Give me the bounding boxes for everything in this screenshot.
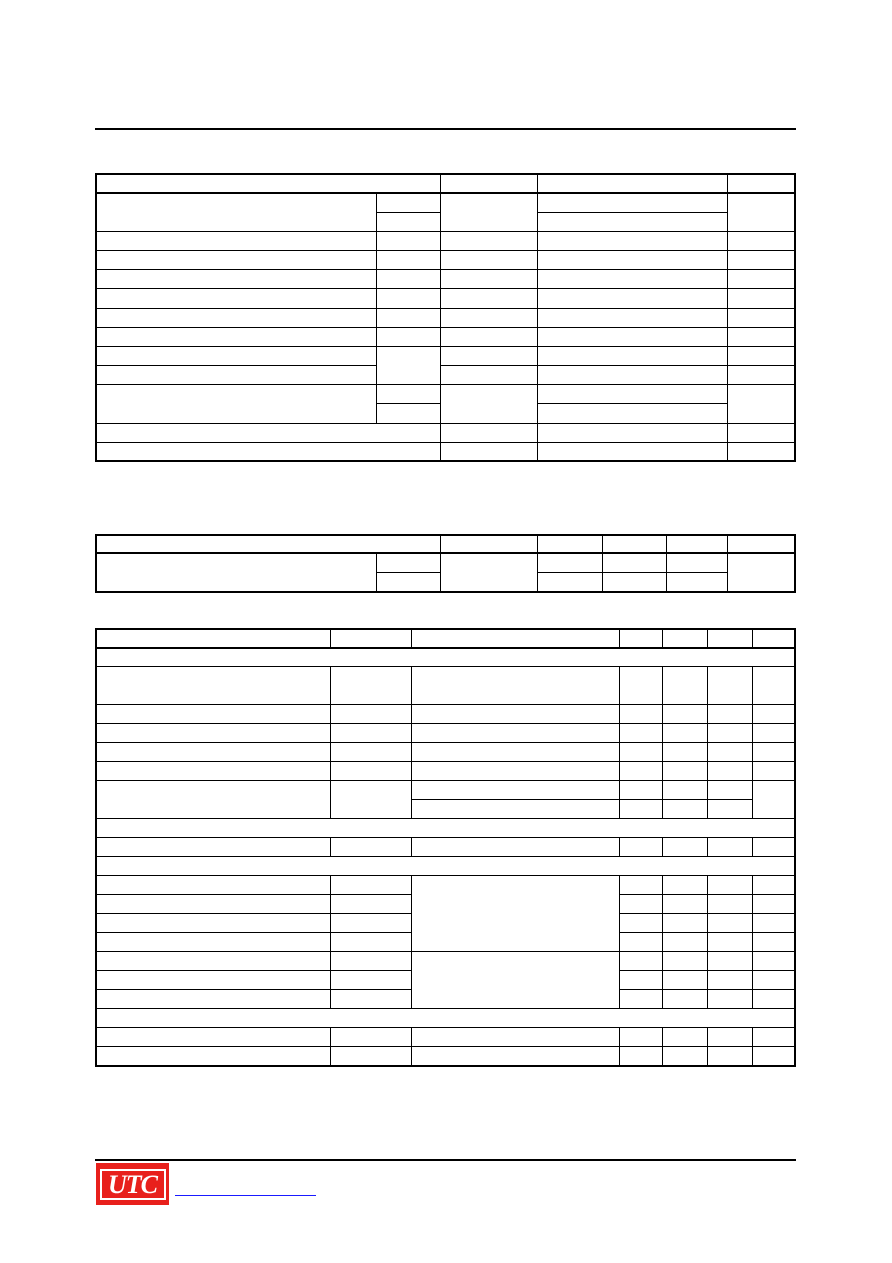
table-2-header-separator (95, 552, 796, 554)
table-1-sub-row-line (537, 212, 727, 213)
table-1-row-line (95, 231, 796, 232)
table-3-col-line (330, 837, 331, 856)
table-2-col-line (440, 534, 441, 593)
table-1-col-line (537, 173, 538, 462)
table-1-col-line (440, 173, 441, 462)
table-1-row-line (95, 423, 796, 424)
table-3-row-line (95, 818, 796, 819)
table-2-col-line (602, 534, 603, 593)
table-3-col-line (752, 742, 753, 818)
table-2-left-border (95, 534, 97, 593)
table-3-row-line (95, 856, 796, 857)
table-3-col-line (707, 742, 708, 818)
table-2-col-line (727, 534, 728, 593)
table-2-col-line (376, 552, 377, 593)
footer-rule (95, 1159, 796, 1161)
table-3-col-line (411, 742, 412, 818)
table-3-section-line (95, 666, 796, 667)
table-3-col-line (411, 1027, 412, 1066)
table-3-col-line (411, 875, 412, 1008)
table-3-col-line (707, 666, 708, 742)
table-1-sub-row-line (376, 403, 440, 404)
table-3-sub-row-line (411, 799, 752, 800)
table-3-sub-row-line (95, 932, 411, 933)
table-3-col-line (330, 628, 331, 647)
table-1-header-separator (95, 192, 796, 194)
table-3-col-line (411, 837, 412, 856)
table-3-col-line (662, 1027, 663, 1066)
table-3-col-line (707, 837, 708, 856)
table-3-header-separator (95, 647, 796, 649)
table-3-col-line (619, 1027, 620, 1066)
table-3-col-line (619, 628, 620, 647)
table-3-col-line (619, 875, 620, 1008)
table-3-col-line (707, 628, 708, 647)
table-2-right-border (794, 534, 796, 593)
table-3-col-line (662, 837, 663, 856)
table-3-col-line (619, 666, 620, 742)
table-3-col-line (707, 875, 708, 1008)
table-3-sub-row-line (95, 989, 411, 990)
table-1-right-border (794, 173, 796, 462)
table-3-row-line (95, 951, 796, 952)
table-2-col-line (666, 534, 667, 593)
table-3-sub-row-line (95, 970, 411, 971)
table-3-section-line (95, 875, 796, 876)
table-3-sub-row-line (95, 894, 411, 895)
table-3-row-line (95, 761, 796, 762)
table-2-bottom-border (95, 591, 796, 593)
table-2-sub-row-line (537, 572, 727, 573)
table-3-section-line (95, 742, 796, 743)
utc-logo-text: UTC (100, 1169, 166, 1200)
table-3-col-line (752, 837, 753, 856)
table-3-col-line (330, 666, 331, 742)
table-3-sub-row-line (95, 913, 411, 914)
table-3-col-line (330, 1027, 331, 1066)
table-3-top-border (95, 628, 796, 630)
table-3-col-line (330, 875, 331, 1008)
table-3-col-line (752, 628, 753, 647)
table-3-row-line (95, 780, 796, 781)
table-1-row-line (95, 442, 796, 443)
table-2-sub-row-line (376, 572, 440, 573)
table-3-row-line (95, 1046, 796, 1047)
table-1-sub-row-line (537, 403, 727, 404)
table-1-row-line (95, 384, 796, 385)
table-3-row-line (95, 1008, 796, 1009)
table-1-row-line (95, 288, 796, 289)
table-1-left-border (95, 173, 97, 462)
table-1-row-line (95, 346, 796, 347)
table-3-right-border (794, 628, 796, 1067)
table-1-row-line (95, 250, 796, 251)
table-1-col-line (727, 173, 728, 462)
table-3-col-line (662, 875, 663, 1008)
table-1-row-line (95, 327, 796, 328)
table-2-top-border (95, 534, 796, 536)
table-3-col-line (752, 1027, 753, 1066)
table-3-section-line (95, 1027, 796, 1028)
table-3-col-line (619, 742, 620, 818)
table-3-col-line (411, 666, 412, 742)
table-3-row-line (95, 704, 796, 705)
table-3-col-line (330, 742, 331, 818)
table-1-bottom-border (95, 460, 796, 462)
table-3-left-border (95, 628, 97, 1067)
table-2-col-line (537, 534, 538, 593)
table-3-col-line (707, 1027, 708, 1066)
table-1-col-line (376, 192, 377, 423)
table-3-col-line (619, 837, 620, 856)
table-1-row-line (95, 269, 796, 270)
table-3-col-line (752, 666, 753, 742)
header-rule (95, 128, 796, 130)
table-1-row-line (95, 308, 796, 309)
table-3-col-line (662, 628, 663, 647)
table-3-col-line (752, 875, 753, 1008)
table-3-section-line (95, 837, 796, 838)
table-3-bottom-border (95, 1065, 796, 1067)
table-1-top-border (95, 173, 796, 175)
utc-logo (96, 1163, 169, 1205)
table-1-sub-row-line (95, 365, 376, 366)
table-3-row-line (95, 723, 796, 724)
table-1-sub-row-line (376, 212, 440, 213)
table-3-col-line (662, 666, 663, 742)
website-link[interactable] (175, 1180, 316, 1196)
table-3-col-line (662, 742, 663, 818)
table-1-sub-row-line (440, 365, 796, 366)
table-3-col-line (411, 628, 412, 647)
